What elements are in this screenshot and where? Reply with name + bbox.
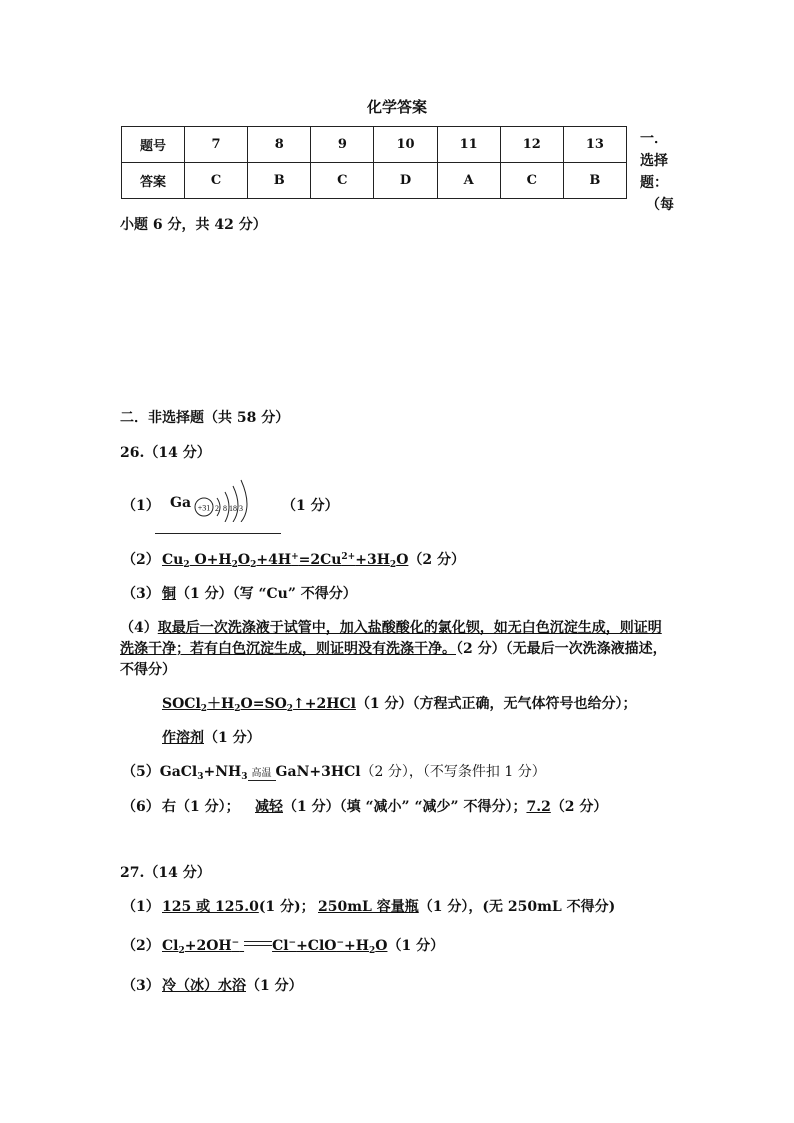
eq-sup: − xyxy=(231,938,240,948)
eq-sup: + xyxy=(291,552,299,562)
eq-sub: 2 xyxy=(389,560,397,570)
eq-sub: 2 xyxy=(231,560,238,570)
eq-part: O xyxy=(375,938,388,954)
answer-text: 125 或 125.0 xyxy=(162,899,259,915)
eq-sup: − xyxy=(288,938,297,948)
table-cell: C xyxy=(500,163,563,199)
answer-text: 右 xyxy=(162,799,176,815)
score-note: （2 分）（无最后一次洗涤液描述， xyxy=(456,641,667,657)
answer-line xyxy=(318,896,615,916)
answer-line xyxy=(162,727,261,747)
eq-sup: 2+ xyxy=(341,552,356,562)
part-number: （2） xyxy=(122,938,160,954)
eq-sub: 3 xyxy=(197,772,204,782)
part-number: （3） xyxy=(122,586,160,602)
answer-text: 作溶剂 xyxy=(162,730,204,746)
eq-part: O xyxy=(237,552,251,568)
answer-text: 洗涤干净；若有白色沉淀生成，则证明没有洗涤干净。 xyxy=(120,641,456,657)
equals-sign xyxy=(244,940,272,948)
side-note-line: 题： xyxy=(640,175,668,191)
side-note-line: 一． xyxy=(640,131,668,147)
table-cell: 12 xyxy=(500,127,563,163)
equation-text xyxy=(162,696,356,712)
mc-score-note: 小题 6 分，共 42 分） xyxy=(120,217,267,233)
table-cell: 9 xyxy=(311,127,374,163)
answer-underline xyxy=(155,533,281,534)
equation-text xyxy=(162,938,387,954)
shell-electrons: 2 8 18 3 xyxy=(215,504,243,513)
side-note-line: 选择 xyxy=(640,153,668,169)
equation-answer xyxy=(162,935,444,956)
eq-sub: 3 xyxy=(241,772,248,782)
table-row-numbers xyxy=(122,127,627,163)
table-cell: C xyxy=(311,163,374,199)
part-number: （4） xyxy=(120,620,158,636)
score-note: （1 分）（填 “减小” “减少” 不得分）； xyxy=(283,799,527,815)
score-note: （1 分） xyxy=(282,498,339,514)
answer-text: 冷（冰）水浴 xyxy=(162,978,246,994)
table-row-answers xyxy=(122,163,627,199)
eq-sub: 2 xyxy=(178,946,185,956)
answer-line xyxy=(255,796,607,816)
section-heading: 二．非选择题（共 58 分） xyxy=(120,410,290,426)
question-heading: 27.（14 分） xyxy=(120,865,211,881)
score-note: （2 分），（不写条件扣 1 分） xyxy=(360,764,546,780)
eq-part: +NH xyxy=(203,764,242,780)
eq-sub: 2 xyxy=(200,704,208,714)
answer-line xyxy=(162,583,357,603)
eq-part: Cu xyxy=(162,552,184,568)
table-header-label: 题号 xyxy=(122,127,185,163)
answer-line xyxy=(162,896,315,916)
table-cell: B xyxy=(563,163,626,199)
eq-sub: 2 xyxy=(368,946,376,956)
eq-part: +ClO xyxy=(296,938,337,954)
table-cell: 13 xyxy=(563,127,626,163)
answer-text: 250mL 容量瓶 xyxy=(318,899,419,915)
score-note: （2 分） xyxy=(550,799,608,815)
eq-part: ↑+2HCl xyxy=(293,696,356,712)
table-cell: 8 xyxy=(248,127,311,163)
answer-text: 7.2 xyxy=(526,799,551,815)
equation-answer xyxy=(162,549,465,570)
side-note-line: （每 xyxy=(646,197,674,213)
atom-structure-diagram xyxy=(190,476,260,522)
score-note: （1 分） xyxy=(246,978,303,994)
eq-sub: 2 xyxy=(286,704,294,714)
part-number: （2） xyxy=(122,552,160,568)
answer-table xyxy=(121,126,627,199)
question-heading: 26.（14 分） xyxy=(120,445,211,461)
element-symbol: Ga xyxy=(170,495,192,511)
answer-text: 铜 xyxy=(162,586,176,602)
table-header-label: 答案 xyxy=(122,163,185,199)
table-cell: A xyxy=(437,163,500,199)
eq-sub: 2 xyxy=(183,560,190,570)
table-cell: 11 xyxy=(437,127,500,163)
part-number: （1） xyxy=(122,498,160,514)
score-note: （1 分） xyxy=(387,938,445,954)
score-note: （2 分） xyxy=(408,552,466,568)
eq-part: GaCl xyxy=(159,764,198,780)
answer-line xyxy=(120,617,662,637)
part-number: （5） xyxy=(122,764,160,780)
eq-part: O xyxy=(396,552,409,568)
eq-part: +4H xyxy=(256,552,292,568)
equation-answer xyxy=(162,693,637,714)
equation-text xyxy=(162,552,408,568)
eq-sup: − xyxy=(336,938,345,948)
page-title: 化学答案 xyxy=(366,98,427,116)
answer-line xyxy=(162,796,240,816)
score-note: 不得分） xyxy=(120,662,176,678)
table-cell: D xyxy=(374,163,437,199)
answer-text: 减轻 xyxy=(255,799,283,815)
shell-arc xyxy=(241,480,247,522)
part-number: （3） xyxy=(122,978,160,994)
score-note: （1 分） xyxy=(204,730,261,746)
score-note: (1 分)； xyxy=(258,899,315,915)
score-note: （1 分）（方程式正确，无气体符号也给分）； xyxy=(355,696,637,712)
table-cell: 7 xyxy=(185,127,248,163)
score-note: （1 分）（写 “Cu” 不得分） xyxy=(176,586,357,602)
eq-part: Cl xyxy=(162,938,179,954)
eq-part: GaN+3HCl xyxy=(275,764,361,780)
eq-part: +3H xyxy=(355,552,390,568)
eq-part: O+H xyxy=(189,552,232,568)
equation-answer xyxy=(122,761,546,782)
table-cell: 10 xyxy=(374,127,437,163)
eq-part: Cl xyxy=(272,938,289,954)
table-cell: B xyxy=(248,163,311,199)
score-note: （1 分）； xyxy=(176,799,240,815)
table-cell: C xyxy=(185,163,248,199)
part-number: （6） xyxy=(122,799,160,815)
answer-line xyxy=(120,638,667,658)
reaction-condition: 高温 xyxy=(248,764,276,779)
eq-part: O=SO xyxy=(240,696,287,712)
part-number: （1） xyxy=(122,899,160,915)
eq-part: +H xyxy=(344,938,369,954)
eq-sub: 2 xyxy=(250,560,257,570)
answer-line xyxy=(162,975,303,995)
answer-text: 取最后一次洗涤液于试管中，加入盐酸酸化的氯化钡，如无白色沉淀生成，则证明 xyxy=(157,620,662,636)
eq-part: SOCl xyxy=(162,696,201,712)
nucleus-charge: +31 xyxy=(197,503,211,513)
eq-part: =2Cu xyxy=(298,552,342,568)
score-note: （1 分），(无 250mL 不得分) xyxy=(418,899,616,915)
eq-part: ＋H xyxy=(207,696,235,712)
eq-part: +2OH xyxy=(184,938,232,954)
side-note xyxy=(640,128,680,216)
eq-sub: 2 xyxy=(234,704,241,714)
